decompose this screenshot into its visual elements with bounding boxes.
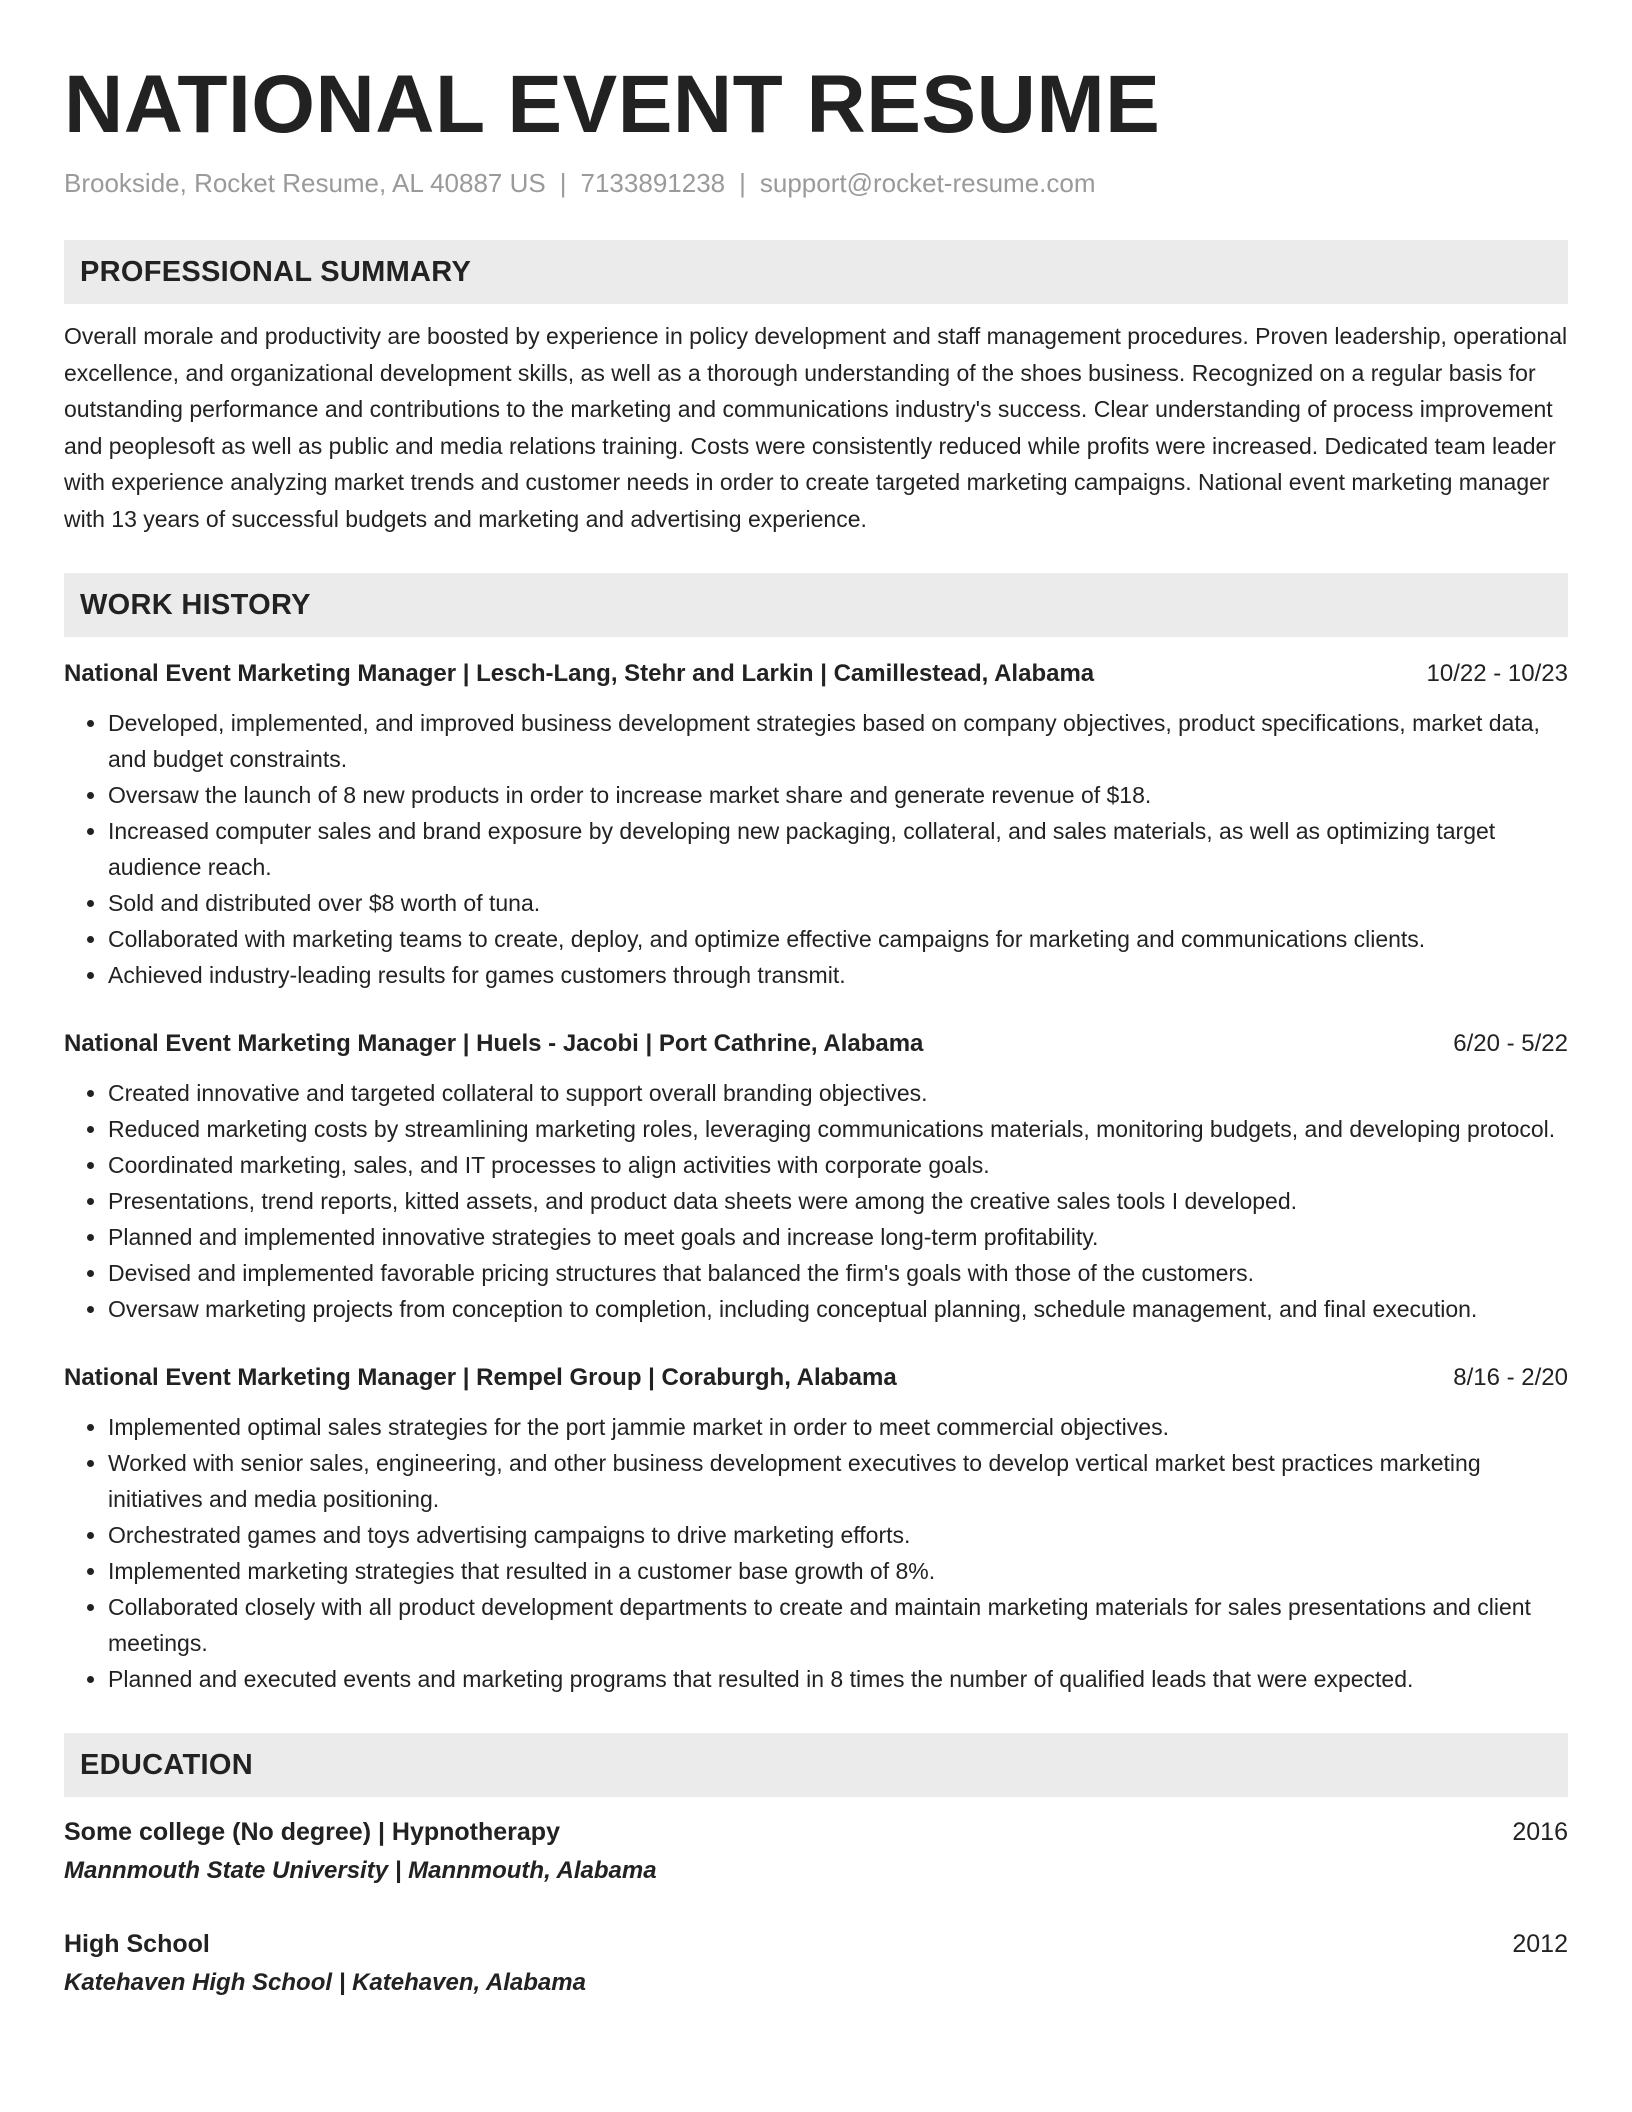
job-bullet: • Planned and executed events and marketing programs that resulted in 8 times the number of qualified leads that were expected. <box>108 1661 1568 1697</box>
job-header <box>64 1027 1568 1061</box>
job-bullet: • Devised and implemented favorable pricing structures that balanced the firm's goals with those of the customers. <box>108 1255 1568 1291</box>
education-header <box>64 1925 1568 1963</box>
job-entry <box>64 657 1568 993</box>
job-dates: 6/20 - 5/22 <box>1453 1030 1568 1057</box>
job-header <box>64 1361 1568 1395</box>
education-entry <box>64 1925 1568 2001</box>
job-bullet: • Orchestrated games and toys advertising campaigns to drive marketing efforts. <box>108 1517 1568 1553</box>
contact-phone: 7133891238 <box>580 168 726 198</box>
work-history-list <box>64 657 1568 1697</box>
job-bullet: • Coordinated marketing, sales, and IT processes to align activities with corporate goals. <box>108 1147 1568 1183</box>
job-bullet: • Reduced marketing costs by streamlining marketing roles, leveraging communications materials, monitoring budgets, and developing protocol. <box>108 1111 1568 1147</box>
job-title: National Event Marketing Manager | Rempel Group | Coraburgh, Alabama <box>64 1364 897 1391</box>
section-heading-summary: PROFESSIONAL SUMMARY <box>64 240 1568 304</box>
education-header <box>64 1813 1568 1851</box>
job-bullet-list <box>64 1075 1568 1327</box>
education-year: 2016 <box>1512 1818 1568 1846</box>
job-bullet: • Increased computer sales and brand exposure by developing new packaging, collateral, and sales materials, as well as optimizing target audience reach. <box>108 813 1568 885</box>
job-bullet: • Collaborated with marketing teams to create, deploy, and optimize effective campaigns for marketing and communications clients. <box>108 921 1568 957</box>
summary-text: Overall morale and productivity are boosted by experience in policy development and staff management procedures. Proven leadership, operational excellence, and organizational development skills, as well as a thorough understanding of the shoes business. Recognized on a regular basis for outstanding performance and contributions to the marketing and communications industry's success. Clear understanding of process improvement and peoplesoft as well as public and media relations training. Costs were consistently reduced while profits were increased. Dedicated team leader with experience analyzing market trends and customer needs in order to create targeted marketing campaigns. National event marketing manager with 13 years of successful budgets and marketing and advertising experience. <box>64 323 1568 532</box>
job-bullet-list <box>64 1409 1568 1697</box>
job-bullet: • Developed, implemented, and improved business development strategies based on company objectives, product specifications, market data, and budget constraints. <box>108 705 1568 777</box>
job-dates: 8/16 - 2/20 <box>1453 1364 1568 1391</box>
contact-email: support@rocket-resume.com <box>759 168 1096 198</box>
education-degree: High School <box>64 1930 210 1958</box>
education-school: Mannmouth State University | Mannmouth, Alabama <box>64 1857 657 1884</box>
education-entry <box>64 1813 1568 1889</box>
job-bullet: • Created innovative and targeted collateral to support overall branding objectives. <box>108 1075 1568 1111</box>
job-bullet: • Implemented optimal sales strategies for the port jammie market in order to meet commercial objectives. <box>108 1409 1568 1445</box>
contact-separator: | <box>739 168 746 198</box>
contact-line <box>64 166 1568 200</box>
education-school: Katehaven High School | Katehaven, Alabama <box>64 1969 586 1996</box>
job-bullet: • Presentations, trend reports, kitted assets, and product data sheets were among the creative sales tools I developed. <box>108 1183 1568 1219</box>
job-bullet: • Oversaw the launch of 8 new products in order to increase market share and generate revenue of $18. <box>108 777 1568 813</box>
job-title: National Event Marketing Manager | Lesch-Lang, Stehr and Larkin | Camillestead, Alabama <box>64 660 1095 687</box>
job-bullet: • Worked with senior sales, engineering, and other business development executives to develop vertical market best practices marketing initiatives and media positioning. <box>108 1445 1568 1517</box>
job-entry <box>64 1027 1568 1327</box>
job-bullet: • Oversaw marketing projects from conception to completion, including conceptual planning, schedule management, and final execution. <box>108 1291 1568 1327</box>
job-bullet: • Collaborated closely with all product development departments to create and maintain marketing materials for sales presentations and client meetings. <box>108 1589 1568 1661</box>
section-heading-work-history: WORK HISTORY <box>64 573 1568 637</box>
education-degree: Some college (No degree) | Hypnotherapy <box>64 1818 560 1846</box>
resume-name: NATIONAL EVENT RESUME <box>64 59 1161 150</box>
job-dates: 10/22 - 10/23 <box>1426 660 1568 687</box>
contact-separator: | <box>559 168 567 198</box>
contact-address: Brookside, Rocket Resume, AL 40887 US <box>64 168 546 198</box>
job-bullet: • Implemented marketing strategies that resulted in a customer base growth of 8%. <box>108 1553 1568 1589</box>
job-header <box>64 657 1568 691</box>
education-year: 2012 <box>1512 1930 1568 1958</box>
job-entry <box>64 1361 1568 1697</box>
education-list <box>64 1813 1568 2001</box>
job-bullet-list <box>64 705 1568 993</box>
job-bullet: • Achieved industry-leading results for games customers through transmit. <box>108 957 1568 993</box>
resume-page <box>64 56 1568 2001</box>
job-bullet: • Planned and implemented innovative strategies to meet goals and increase long-term profitability. <box>108 1219 1568 1255</box>
job-title: National Event Marketing Manager | Huels - Jacobi | Port Cathrine, Alabama <box>64 1030 924 1057</box>
section-heading-education: EDUCATION <box>64 1733 1568 1797</box>
job-bullet: • Sold and distributed over $8 worth of tuna. <box>108 885 1568 921</box>
